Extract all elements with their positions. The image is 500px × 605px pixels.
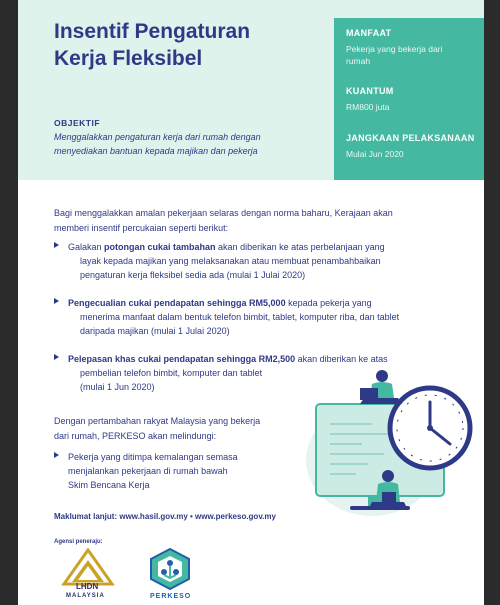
objective-text — [54, 130, 324, 158]
objective-heading: OBJEKTIF — [54, 118, 101, 128]
title-line-2: Kerja Fleksibel — [54, 47, 203, 70]
bullet-arrow-icon — [54, 242, 59, 248]
bullet-line-3: daripada majikan (mulai 1 Julai 2020) — [80, 326, 230, 336]
more-info-links: Maklumat lanjut: www.hasil.gov.my • www.perkeso.gov.my — [54, 512, 276, 521]
bullet-line-3: Skim Bencana Kerja — [68, 480, 150, 490]
perkeso-logo-text: PERKESO — [150, 593, 192, 600]
bullet-line-1 — [68, 352, 388, 366]
jangkaan-text: Mulai Jun 2020 — [346, 149, 404, 159]
bullet-post: kepada pekerja yang — [285, 298, 372, 308]
manfaat-heading: MANFAAT — [346, 28, 392, 38]
clock-icon — [390, 388, 470, 468]
bullet-line-1 — [68, 296, 399, 310]
summary-panel — [334, 18, 484, 180]
title-line-1: Insentif Pengaturan — [54, 20, 251, 43]
kuantum-text: RM800 juta — [346, 102, 390, 112]
bullet-body — [68, 240, 385, 282]
bullet-bold: potongan cukai tambahan — [104, 242, 216, 252]
perkeso-emblem-icon — [148, 548, 192, 590]
objective-line-2: menyediakan bantuan kepada majikan dan pekerja — [54, 146, 258, 156]
lhdn-logo-subtext: MALAYSIA — [66, 593, 105, 599]
intro-line-2: memberi insentif percukaian seperti berikut: — [54, 223, 229, 233]
jangkaan-heading: JANGKAAN PELAKSANAAN — [346, 133, 475, 143]
perkeso-logo — [148, 548, 192, 600]
kuantum-heading: KUANTUM — [346, 86, 394, 96]
bullet-body — [68, 450, 238, 492]
manfaat-line-2: rumah — [346, 56, 371, 66]
bullet-arrow-icon — [54, 298, 59, 304]
bullet-arrow-icon — [54, 452, 59, 458]
bullet-post: akan diberikan ke atas — [295, 354, 388, 364]
bullet-body — [68, 296, 399, 338]
bullet-line-1: Pekerja yang ditimpa kemalangan semasa — [68, 452, 238, 462]
infographic-page — [18, 0, 484, 605]
bullet-pre: Galakan — [68, 242, 105, 252]
intro-paragraph — [54, 206, 464, 236]
bullet-line-3: pengaturan kerja fleksibel sedia ada (mulai 1 Julai 2020) — [80, 270, 306, 280]
bullet-post: akan diberikan ke atas perbelanjaan yang — [215, 242, 385, 252]
work-from-home-illustration — [302, 368, 478, 524]
bullet-bold: Pelepasan khas cukai pendapatan sehingga RM2,500 — [68, 354, 296, 364]
bullet-line-2: menjalankan pekerjaan di rumah bawah — [68, 466, 228, 476]
bullet-line-1 — [68, 240, 385, 254]
lhdn-logo-text: LHDN — [76, 582, 99, 591]
intro-line-1: Bagi menggalakkan amalan pekerjaan selaras dengan norma baharu, Kerajaan akan — [54, 208, 393, 218]
person-laptop-top-icon — [360, 370, 402, 404]
bullet-line-2: menerima manfaat dalam bentuk telefon bimbit, tablet, komputer riba, dan tablet — [80, 312, 400, 322]
page-title — [54, 18, 314, 72]
objective-line-1: Menggalakkan pengaturan kerja dari rumah dengan — [54, 132, 261, 142]
bullet-arrow-icon — [54, 354, 59, 360]
bullet-line-3: (mulai 1 Jun 2020) — [80, 382, 155, 392]
perkeso-line-2: dari rumah, PERKESO akan melindungi: — [54, 431, 217, 441]
perkeso-paragraph — [54, 414, 294, 444]
lhdn-logo — [58, 548, 118, 605]
lead-agency-label: Agensi peneraju: — [54, 539, 103, 545]
bullet-bold: Pengecualian cukai pendapatan sehingga RM5,000 — [68, 298, 286, 308]
manfaat-line-1: Pekerja yang bekerja dari — [346, 44, 443, 54]
bullet-line-2: pembelian telefon bimbit, komputer dan tablet — [80, 368, 263, 378]
perkeso-line-1: Dengan pertambahan rakyat Malaysia yang bekerja — [54, 416, 261, 426]
manfaat-text — [346, 43, 478, 67]
bullet-line-2: layak kepada majikan yang melaksanakan atau membuat penambahbaikan — [80, 256, 381, 266]
